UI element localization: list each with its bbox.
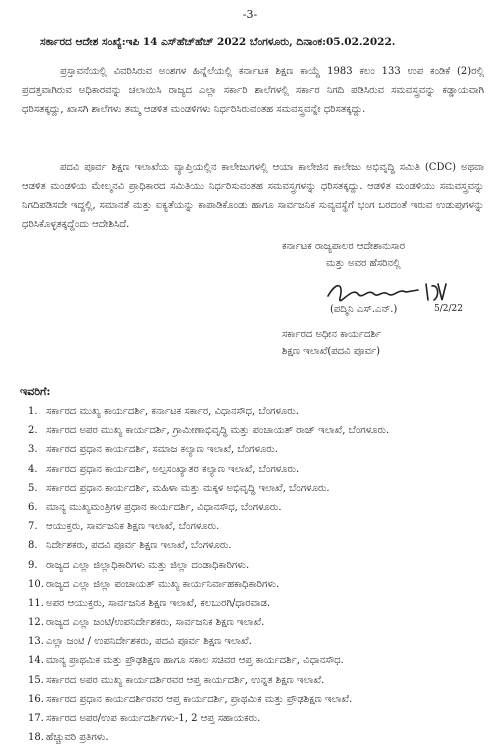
paragraph-pu-college-uniform: ಪದವಿ ಪೂರ್ವ ಶಿಕ್ಷಣ ಇಲಾಖೆಯ ವ್ಯಾಪ್ತಿಯಲ್ಲಿನ ಕಾಲೇಜುಗಳಲ್ಲಿ ಆಯಾ ಕಾಲೇಜಿನ ಕಾಲೇಜು ಅಭಿವೃದ್ಧಿ ಸಮಿತಿ (CDC) ಅಥವಾ ಆಡಳಿತ ಮಂಡಳಿಯ ಮೇಲ್ಮನವಿ ಪ್ರಾಧಿಕಾರದ ಸಮಿತಿಯು ನಿರ್ಧರಿಸುವಂತಹ ಸಮವಸ್ತ್ರಗಳನ್ನು ಧರಿಸತಕ್ಕದ್ದು. ಆಡಳಿತ ಮಂಡಳಿಯು ಸಮವಸ್ತ್ರವನ್ನು ನಿಗದಿಪಡಿಸದೇ ಇದ್ದಲ್ಲಿ, ಸಮಾನತೆ ಮತ್ತು ಐಕ್ಯತೆಯನ್ನು ಕಾಪಾಡಿಕೊಂಡು ಹಾಗೂ ಸಾರ್ವಜನಿಕ ಸುವ್ಯವಸ್ಥೆಗೆ ಭಂಗ ಬರದಂತೆ ಇರುವ ಉಡುಪುಗಳನ್ನು ಧರಿಸಿಕೊಳ್ಳತಕ್ಕದ್ದೆಂದು ಆದೇಶಿಸಿದೆ. (22, 162, 484, 230)
page-number: -3- (242, 8, 258, 21)
recipient-item (0, 596, 490, 612)
recipient-item (0, 481, 490, 497)
recipient-item (0, 462, 490, 478)
recipient-item (0, 673, 490, 689)
signature-date: 5/2/22 (434, 304, 463, 314)
recipient-text: ಸರ್ಕಾರದ ಪ್ರಧಾನ ಕಾರ್ಯದರ್ಶಿ, ಸಮಾಜ ಕಲ್ಯಾಣ ಇಲಾಖೆ, ಬೆಂಗಳೂರು. (46, 444, 278, 456)
recipient-item (0, 500, 490, 516)
recipient-item (0, 404, 490, 420)
recipient-text: ಮಾನ್ಯ ಪ್ರಾಥಮಿಕ ಮತ್ತು ಪ್ರೌಢಶಿಕ್ಷಣ ಹಾಗೂ ಸಕಾಲ ಸಚಿವರ ಆಪ್ತ ಕಾರ್ಯದರ್ಶಿ, ವಿಧಾನಸೌಧ. (46, 655, 344, 667)
order-header: ಸರ್ಕಾರದ ಆದೇಶ ಸಂಖ್ಯೆ:ಇಪಿ 14 ಎಸ್‌ಹೆಚ್‌ಹೆಚ್ 2022 ಬೆಂಗಳೂರು, ದಿನಾಂಕ:05.02.2022. (40, 36, 396, 48)
recipient-item (0, 538, 490, 554)
recipient-text: ರಾಜ್ಯದ ಎಲ್ಲಾ ಜಂಟಿ/ಉಪನಿರ್ದೇಶಕರು, ಸಾರ್ವಜನಿಕ ಶಿಕ್ಷಣ ಇಲಾಖೆ. (46, 617, 265, 629)
signatory-block (282, 326, 492, 360)
recipient-item (0, 634, 490, 650)
order-by-line1: ಕರ್ನಾಟಕ ರಾಜ್ಯಪಾಲರ ಆದೇಶಾನುಸಾರ (282, 241, 406, 252)
recipient-number: 6. (28, 501, 38, 513)
recipient-number: 14. (28, 655, 44, 667)
recipients-list (0, 404, 490, 749)
recipient-item (0, 730, 490, 746)
recipient-text: ಮಾನ್ಯ ಮುಖ್ಯಮಂತ್ರಿಗಳ ಪ್ರಧಾನ ಕಾರ್ಯದರ್ಶಿ, ವಿಧಾನಸೌಧ, ಬೆಂಗಳೂರು. (46, 501, 282, 513)
recipient-number: 18. (28, 732, 44, 744)
recipient-text: ಸರ್ಕಾರದ ಮುಖ್ಯ ಕಾರ್ಯದರ್ಶಿ, ಕರ್ನಾಟಕ ಸರ್ಕಾರ, ವಿಧಾನಸೌಧ, ಬೆಂಗಳೂರು. (46, 406, 299, 417)
recipient-number: 2. (28, 425, 38, 437)
recipient-text: ಸರ್ಕಾರದ ಪ್ರಧಾನ ಕಾರ್ಯದರ್ಶಿರವರ ಆಪ್ತ ಕಾರ್ಯದರ್ಶಿ, ಪ್ರಾಥಮಿಕ ಮತ್ತು ಪ್ರೌಢಶಿಕ್ಷಣ ಇಲಾಖೆ. (46, 693, 353, 705)
recipient-number: 15. (28, 674, 44, 686)
recipient-number: 12. (28, 617, 44, 629)
recipient-item (0, 615, 490, 631)
recipient-number: 1. (28, 406, 38, 417)
recipient-number: 16. (28, 693, 44, 705)
order-by-block (282, 238, 492, 272)
recipient-text: ರಾಜ್ಯದ ಎಲ್ಲಾ ಜಿಲ್ಲಾ ಪಂಚಾಯತ್ ಮುಖ್ಯ ಕಾರ್ಯನಿರ್ವಾಹಕಾಧಿಕಾರಿಗಳು. (46, 578, 280, 590)
recipient-text: ಅಪರ ಆಯುಕ್ತರು, ಸಾರ್ವಜನಿಕ ಶಿಕ್ಷಣ ಇಲಾಖೆ, ಕಲಬುರಗಿ/ಧಾರವಾಡ. (46, 597, 271, 609)
recipient-item (0, 423, 490, 439)
recipient-number: 5. (28, 482, 38, 494)
recipients-heading: ಇವರಿಗೆ: (20, 385, 51, 398)
recipient-text: ನಿರ್ದೇಶಕರು, ಪದವಿ ಪೂರ್ವ ಶಿಕ್ಷಣ ಇಲಾಖೆ, ಬೆಂಗಳೂರು. (46, 540, 232, 552)
recipient-number: 8. (28, 540, 38, 552)
recipient-number: 3. (28, 444, 38, 456)
recipient-number: 9. (28, 559, 38, 571)
recipient-text: ರಾಜ್ಯದ ಎಲ್ಲಾ ಜಿಲ್ಲಾಧಿಕಾರಿಗಳು ಮತ್ತು ಜಿಲ್ಲಾ ದಂಡಾಧಿಕಾರಿಗಳು. (46, 559, 250, 571)
recipient-text: ಹೆಚ್ಚುವರಿ ಪ್ರತಿಗಳು. (46, 732, 109, 744)
recipient-number: 7. (28, 521, 38, 533)
recipient-item (0, 442, 490, 458)
recipient-text: ಸರ್ಕಾರದ ಅಪರ/ಉಪ ಕಾರ್ಯದರ್ಶಿಗಳು-1, 2 ಆಪ್ತ ಸಹಾಯಕರು. (46, 713, 261, 724)
handwritten-signature (322, 276, 472, 320)
recipient-item (0, 558, 490, 574)
recipient-item (0, 519, 490, 535)
recipient-item (0, 711, 490, 727)
recipient-item (0, 653, 490, 669)
recipient-number: 13. (28, 636, 44, 648)
recipient-number: 10. (28, 578, 44, 590)
recipient-text: ಸರ್ಕಾರದ ಅಪರ ಮುಖ್ಯ ಕಾರ್ಯದರ್ಶಿರವರ ಆಪ್ತ ಕಾರ್ಯದರ್ಶಿ, ಉನ್ನತ ಶಿಕ್ಷಣ ಇಲಾಖೆ. (46, 674, 325, 686)
recipient-text: ಸರ್ಕಾರದ ಪ್ರಧಾನ ಕಾರ್ಯದರ್ಶಿ, ಅಲ್ಪಸಂಖ್ಯಾತರ ಕಲ್ಯಾಣ ಇಲಾಖೆ, ಬೆಂಗಳೂರು. (46, 463, 300, 475)
recipient-number: 17. (28, 713, 44, 724)
signatory-designation: ಸರ್ಕಾರದ ಅಧೀನ ಕಾರ್ಯದರ್ಶಿ (282, 329, 382, 340)
recipient-text: ಸರ್ಕಾರದ ಪ್ರಧಾನ ಕಾರ್ಯದರ್ಶಿ, ಮಹಿಳಾ ಮತ್ತು ಮಕ್ಕಳ ಅಭಿವೃದ್ಧಿ ಇಲಾಖೆ, ಬೆಂಗಳೂರು. (46, 482, 330, 494)
signatory-department: ಶಿಕ್ಷಣ ಇಲಾಖೆ(ಪದವಿ ಪೂರ್ವ) (282, 346, 381, 357)
recipient-number: 4. (28, 463, 38, 475)
order-by-line2: ಮತ್ತು ಅವರ ಹೆಸರಿನಲ್ಲಿ (326, 258, 401, 269)
recipient-item (0, 692, 490, 708)
paragraph-school-uniform: ಪ್ರಸ್ತಾವನೆಯಲ್ಲಿ ವಿವರಿಸಿರುವ ಅಂಶಗಳ ಹಿನ್ನೆಲೆಯಲ್ಲಿ ಕರ್ನಾಟಕ ಶಿಕ್ಷಣ ಕಾಯ್ದೆ 1983 ಕಲಂ 133 ಉಪ ಕಂಡಿಕೆ (2)ರಲ್ಲಿ ಪ್ರದತ್ತವಾಗಿರುವ ಅಧಿಕಾರವನ್ನು ಚಲಾಯಿಸಿ ರಾಜ್ಯದ ಎಲ್ಲಾ ಸರ್ಕಾರಿ ಶಾಲೆಗಳಲ್ಲಿ ಸರ್ಕಾರ ನಿಗದಿ ಪಡಿಸಿರುವ ಸಮವಸ್ತ್ರವನ್ನು ಕಡ್ಡಾಯವಾಗಿ ಧರಿಸತಕ್ಕದ್ದು, ಖಾಸಗಿ ಶಾಲೆಗಳು ತಮ್ಮ ಆಡಳಿತ ಮಂಡಳಿಗಳು ನಿರ್ಧರಿಸಿರುವಂತಹ ಸಮವಸ್ತ್ರವನ್ನೇ ಧರಿಸತಕ್ಕದ್ದು. (22, 66, 484, 115)
recipient-item (0, 577, 490, 593)
recipient-text: ಆಯುಕ್ತರು, ಸಾರ್ವಜನಿಕ ಶಿಕ್ಷಣ ಇಲಾಖೆ, ಬೆಂಗಳೂರು. (46, 521, 220, 533)
recipient-text: ಎಲ್ಲಾ ಜಂಟಿ / ಉಪನಿರ್ದೇಶಕರು, ಪದವಿ ಪೂರ್ವ ಶಿಕ್ಷಣ ಇಲಾಖೆ. (46, 636, 252, 648)
recipient-number: 11. (28, 597, 44, 609)
recipient-text: ಸರ್ಕಾರದ ಅಪರ ಮುಖ್ಯ ಕಾರ್ಯದರ್ಶಿ, ಗ್ರಾಮೀಣಾಭಿವೃದ್ಧಿ ಮತ್ತು ಪಂಚಾಯತ್ ರಾಜ್ ಇಲಾಖೆ, ಬೆಂಗಳೂರು. (46, 425, 390, 437)
signature-name: (ಪದ್ಮಿನಿ ಎಸ್.ಎನ್.) (330, 304, 398, 315)
